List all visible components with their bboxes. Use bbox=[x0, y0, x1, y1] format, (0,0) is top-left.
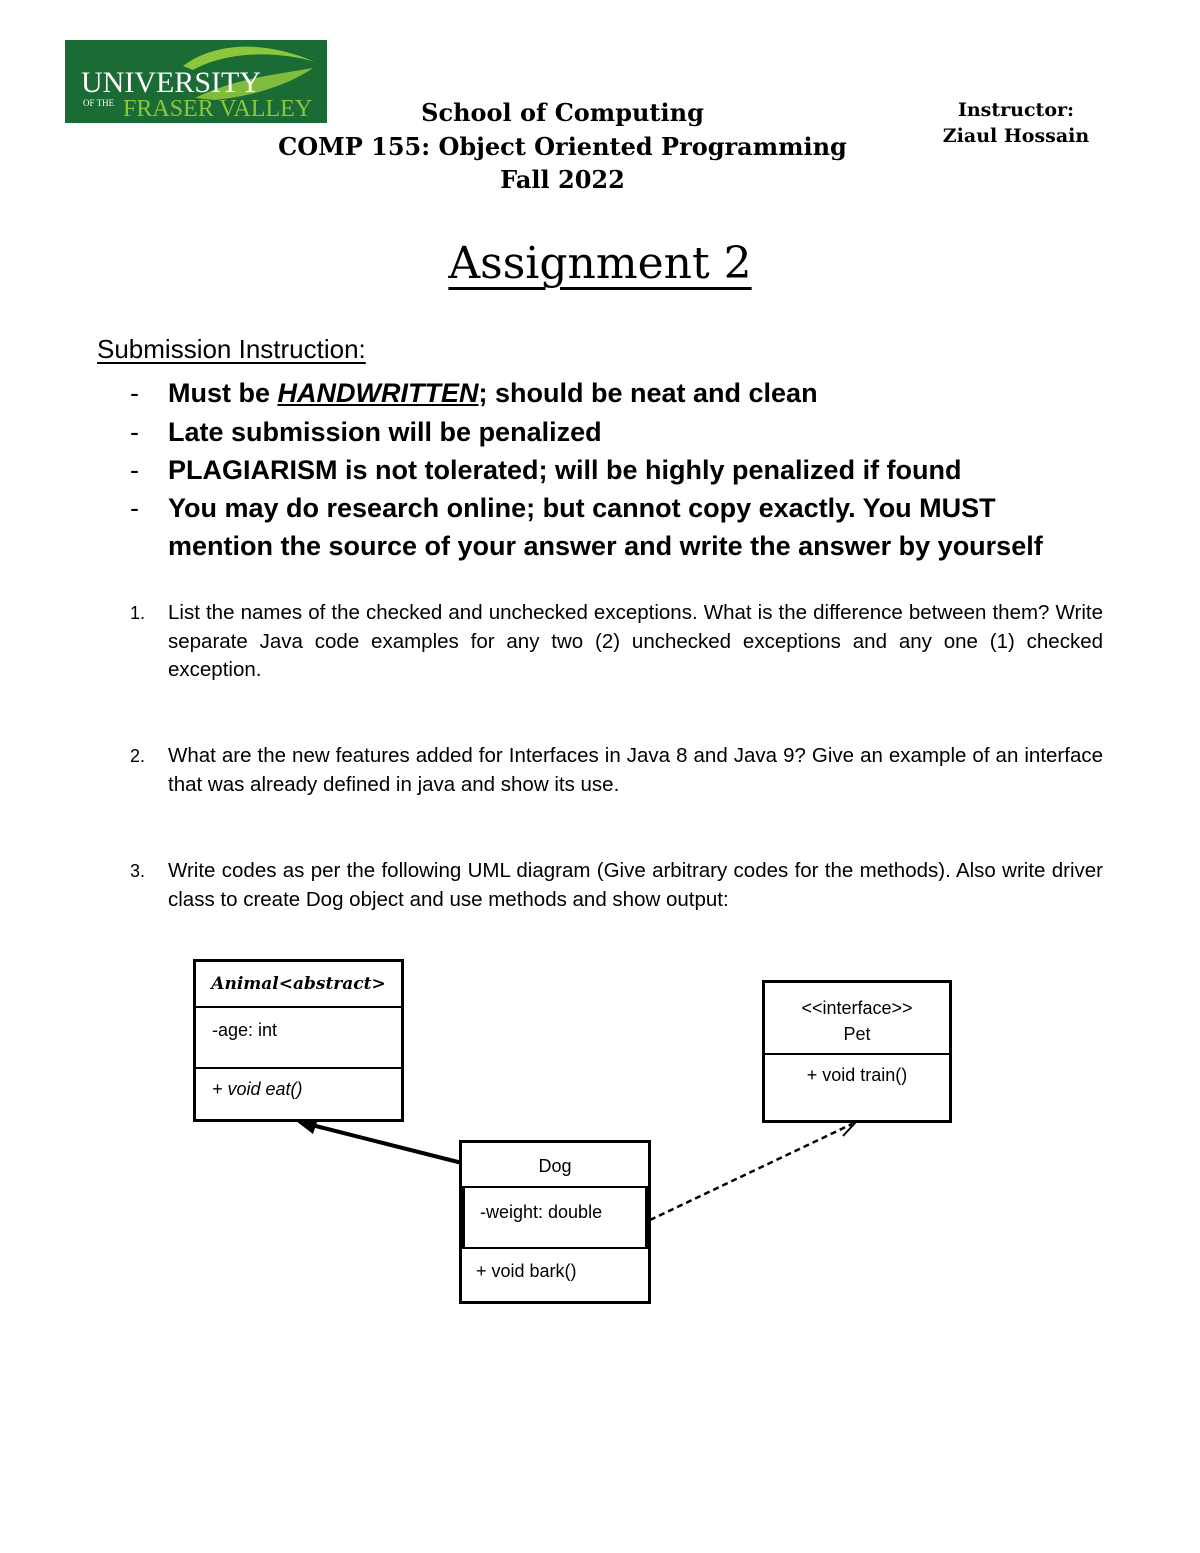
logo-of-the-text: OF THE bbox=[83, 98, 115, 108]
submission-heading: Submission Instruction: bbox=[97, 334, 366, 364]
instructor-label: Instructor: bbox=[957, 99, 1075, 121]
pet-method: + void train() bbox=[806, 1065, 908, 1085]
dog-class-name: Dog bbox=[462, 1143, 648, 1188]
animal-method: + void eat() bbox=[212, 1079, 303, 1099]
logo-fraser-valley-text: FRASER VALLEY bbox=[123, 96, 313, 122]
instructor-name: Ziaul Hossain bbox=[942, 125, 1090, 147]
course-name: COMP 155: Object Oriented Programming bbox=[278, 132, 847, 161]
uml-class-dog bbox=[459, 1140, 651, 1304]
pet-stereotype: <<interface>> bbox=[801, 998, 913, 1018]
term: Fall 2022 bbox=[500, 165, 625, 194]
animal-class-name: Animal<abstract> bbox=[196, 962, 401, 1008]
inheritance-arrow bbox=[300, 1122, 462, 1163]
realization-arrow bbox=[650, 1124, 852, 1220]
dog-method: + void bark() bbox=[476, 1261, 577, 1281]
uml-class-animal bbox=[193, 959, 404, 1122]
logo-university-text: UNIVERSITY bbox=[81, 66, 261, 99]
handwritten-emphasis: HANDWRITTEN bbox=[277, 378, 479, 408]
assignment-title: Assignment 2 bbox=[448, 238, 752, 289]
school-name: School of Computing bbox=[421, 98, 704, 127]
dog-attribute: -weight: double bbox=[462, 1188, 648, 1249]
pet-interface-name: Pet bbox=[843, 1024, 871, 1044]
uml-interface-pet bbox=[762, 980, 952, 1123]
animal-attribute: -age: int bbox=[196, 1008, 401, 1069]
